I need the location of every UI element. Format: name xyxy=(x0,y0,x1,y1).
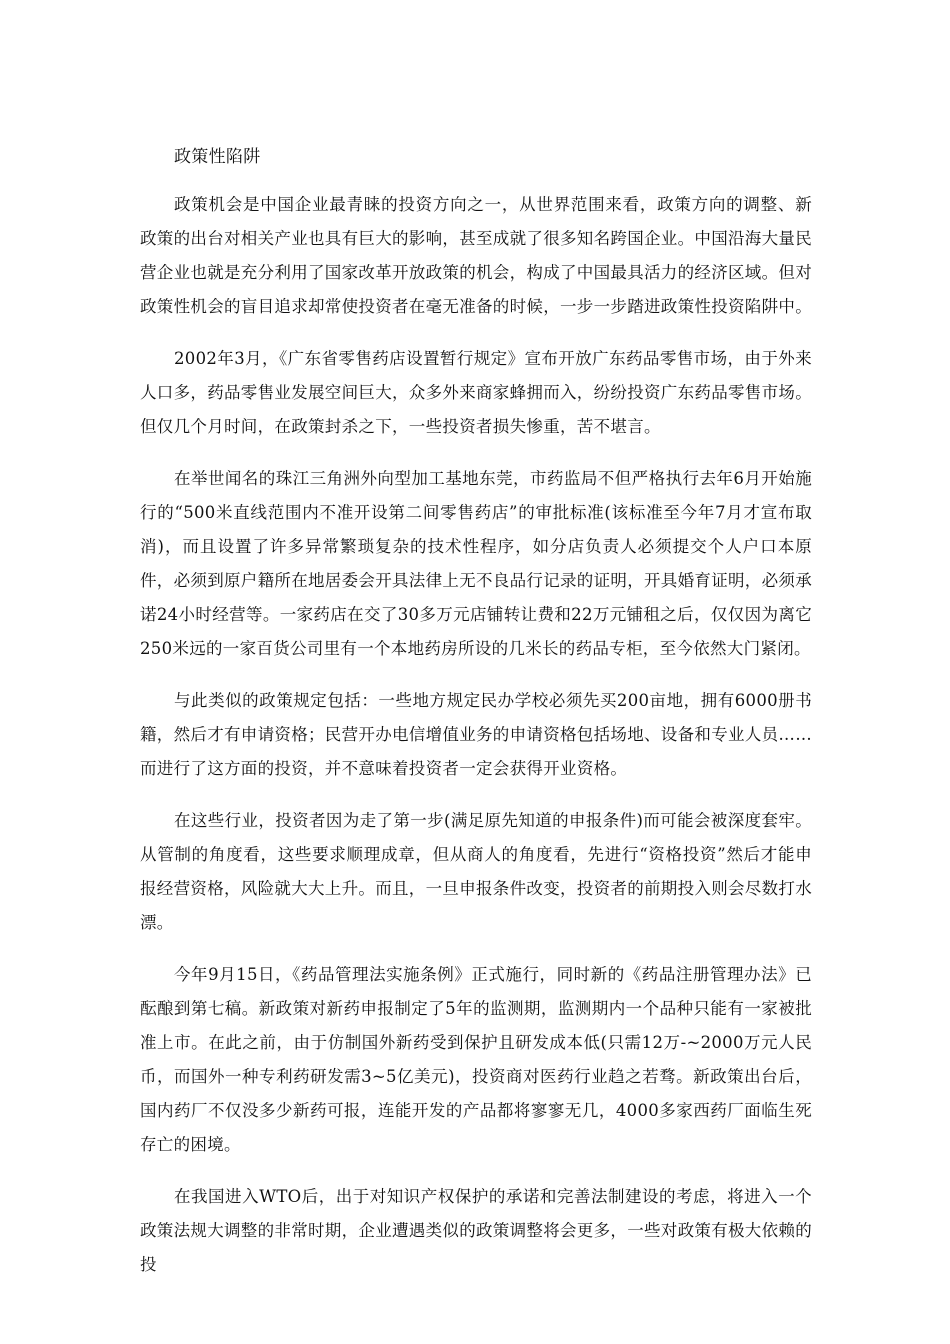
document-title: 政策性陷阱 xyxy=(174,147,261,167)
paragraph-2: 2002年3月，《广东省零售药店设置暂行规定》宣布开放广东药品零售市场，由于外来人口多，药品零售业发展空间巨大，众多外来商家蜂拥而入，纷纷投资广东药品零售市场。但仅几个月时间，在政策封杀之下，一些投资者损失惨重，苦不堪言。 xyxy=(140,349,812,436)
paragraph-4: 与此类似的政策规定包括：一些地方规定民办学校必须先买200亩地，拥有6000册书籍，然后才有申请资格；民营开办电信增值业务的申请资格包括场地、设备和专业人员……而进行了这方面的投资，并不意味着投资者一定会获得开业资格。 xyxy=(140,691,812,778)
document-page xyxy=(140,140,812,1300)
paragraph-6: 今年9月15日，《药品管理法实施条例》正式施行，同时新的《药品注册管理办法》已酝酿到第七稿。新政策对新药申报制定了5年的监测期，监测期内一个品种只能有一家被批准上市。在此之前，由于仿制国外新药受到保护且研发成本低(只需12万-~2000万元人民币，而国外一种专利药研发需3~5亿美元)，投资商对医药行业趋之若骛。新政策出台后，国内药厂不仅没多少新药可报，连能开发的产品都将寥寥无几，4000多家西药厂面临生死存亡的困境。 xyxy=(140,965,812,1154)
paragraph-3: 在举世闻名的珠江三角洲外向型加工基地东莞，市药监局不但严格执行去年6月开始施行的“500米直线范围内不准开设第二间零售药店”的审批标准(该标准至今年7月才宣布取消)，而且设置了许多异常繁琐复杂的技术性程序，如分店负责人必须提交个人户口本原件，必须到原户籍所在地居委会开具法律上无不良品行记录的证明，开具婚育证明，必须承诺24小时经营等。一家药店在交了30多万元店铺转让费和22万元铺租之后，仅仅因为离它250米远的一家百货公司里有一个本地药房所设的几米长的药品专柜，至今依然大门紧闭。 xyxy=(140,469,812,658)
paragraph-1: 政策机会是中国企业最青睐的投资方向之一，从世界范围来看，政策方向的调整、新政策的出台对相关产业也具有巨大的影响，甚至成就了很多知名跨国企业。中国沿海大量民营企业也就是充分利用了国家改革开放政策的机会，构成了中国最具活力的经济区域。但对政策性机会的盲目追求却常使投资者在毫无准备的时候，一步一步踏进政策性投资陷阱中。 xyxy=(140,195,812,316)
paragraph-5: 在这些行业，投资者因为走了第一步(满足原先知道的申报条件)而可能会被深度套牢。从管制的角度看，这些要求顺理成章，但从商人的角度看，先进行“资格投资”然后才能申报经营资格，风险就大大上升。而且，一旦申报条件改变，投资者的前期投入则会尽数打水漂。 xyxy=(140,811,812,932)
paragraph-7: 在我国进入WTO后，出于对知识产权保护的承诺和完善法制建设的考虑，将进入一个政策法规大调整的非常时期，企业遭遇类似的政策调整将会更多，一些对政策有极大依赖的投 xyxy=(140,1187,812,1274)
